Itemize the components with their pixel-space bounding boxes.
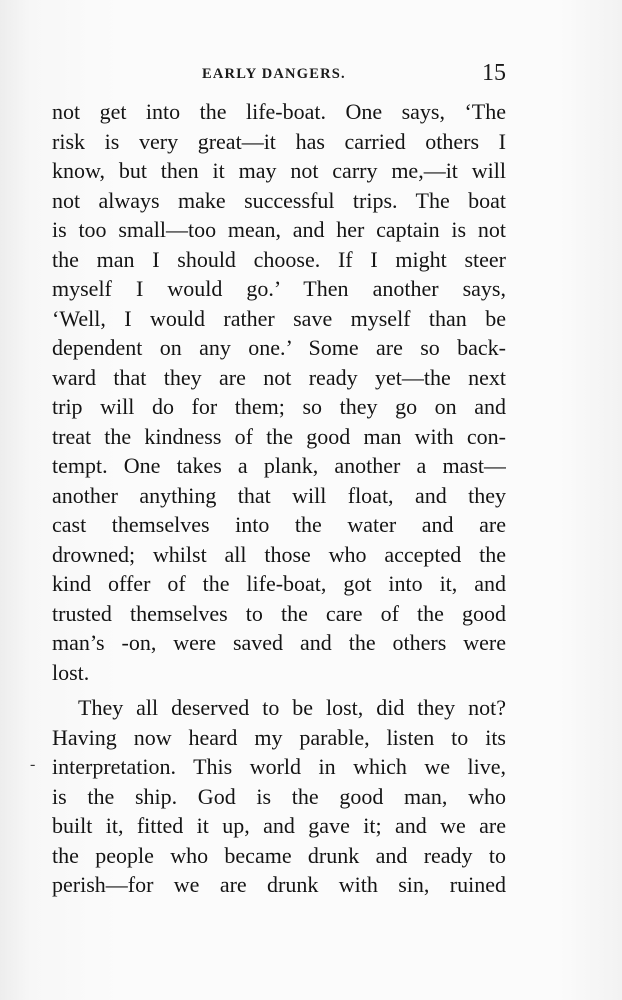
text-line: cast themselves into the water and are [52, 512, 506, 537]
text-line: They all deserved to be lost, did they not? [78, 695, 506, 720]
text-line: trusted themselves to the care of the good [52, 600, 506, 626]
text-line: risk is very great—it has carried others I [52, 128, 506, 154]
text-line: another anything that will float, and they [52, 482, 506, 508]
text-line: not always make successful trips. The boat [52, 187, 506, 213]
text-line: drowned; whilst all those who accepted the [52, 541, 506, 567]
text-line: is the ship. God is the good man, who [52, 783, 506, 809]
body-text [52, 97, 506, 900]
text-line: dependent on any one.’ Some are so back- [52, 335, 506, 360]
text-line: know, but then it may not carry me,—it will [52, 158, 506, 183]
text-line: Having now heard my parable, listen to its [52, 724, 506, 750]
text-line: myself I would go.’ Then another says, [52, 276, 506, 301]
text-line: lost. [52, 659, 90, 685]
margin-mark: - [30, 756, 36, 773]
text-line: perish—for we are drunk with sin, ruined [52, 872, 506, 897]
text-line: ‘Well, I would rather save myself than be [52, 305, 506, 331]
running-head [52, 60, 506, 90]
text-line: interpretation. This world in which we live, [52, 754, 506, 779]
text-line: the man I should choose. If I might steer [52, 246, 506, 272]
text-line: the people who became drunk and ready to [52, 842, 506, 868]
text-line: not get into the life-boat. One says, ‘The [52, 99, 506, 124]
text-line: treat the kindness of the good man with con- [52, 423, 506, 449]
running-head-title: EARLY DANGERS. [202, 66, 346, 82]
text-line: ward that they are not ready yet—the next [52, 364, 506, 390]
text-line: built it, fitted it up, and gave it; and we are [52, 813, 506, 838]
text-line: kind offer of the life-boat, got into it, and [52, 571, 506, 596]
text-line: trip will do for them; so they go on and [52, 394, 506, 419]
text-line: tempt. One takes a plank, another a mast— [52, 453, 506, 478]
text-line: man’s -on, were saved and the others were [52, 630, 506, 655]
text-line: is too small—too mean, and her captain is not [52, 217, 506, 242]
page-number: 15 [482, 60, 506, 86]
